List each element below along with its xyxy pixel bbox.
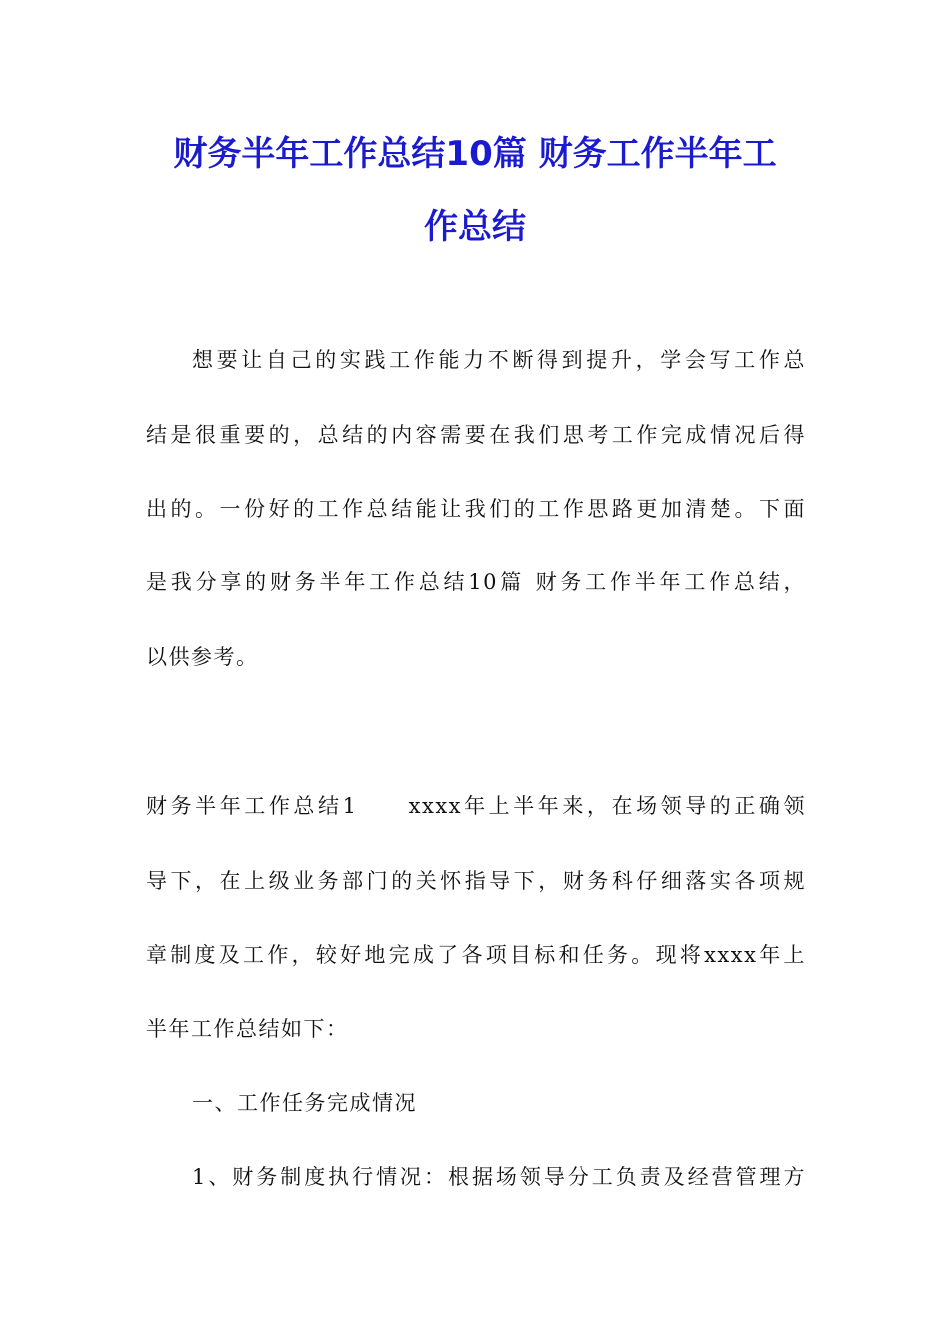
section-paragraph-line: 财务半年工作总结1 xxxx年上半年来，在场领导的正确领	[146, 794, 806, 818]
document-title-line-1: 财务半年工作总结10篇 财务工作半年工	[173, 134, 777, 174]
intro-paragraph-line: 是我分享的财务半年工作总结10篇 财务工作半年工作总结，	[146, 570, 806, 594]
intro-paragraph-line: 以供参考。	[146, 645, 259, 669]
intro-paragraph-line: 想要让自己的实践工作能力不断得到提升，学会写工作总	[192, 348, 806, 372]
section-paragraph-line: 半年工作总结如下：	[146, 1017, 349, 1041]
intro-paragraph-line: 出的。一份好的工作总结能让我们的工作思路更加清楚。下面	[146, 497, 806, 521]
list-item-line: 1、财务制度执行情况：根据场领导分工负责及经营管理方	[192, 1165, 806, 1189]
section-heading: 一、工作任务完成情况	[192, 1091, 417, 1115]
document-title-line-2: 作总结	[424, 207, 526, 247]
section-paragraph-line: 章制度及工作，较好地完成了各项目标和任务。现将xxxx年上	[146, 943, 806, 967]
intro-paragraph-line: 结是很重要的，总结的内容需要在我们思考工作完成情况后得	[146, 423, 806, 447]
section-paragraph-line: 导下，在上级业务部门的关怀指导下，财务科仔细落实各项规	[146, 869, 806, 893]
